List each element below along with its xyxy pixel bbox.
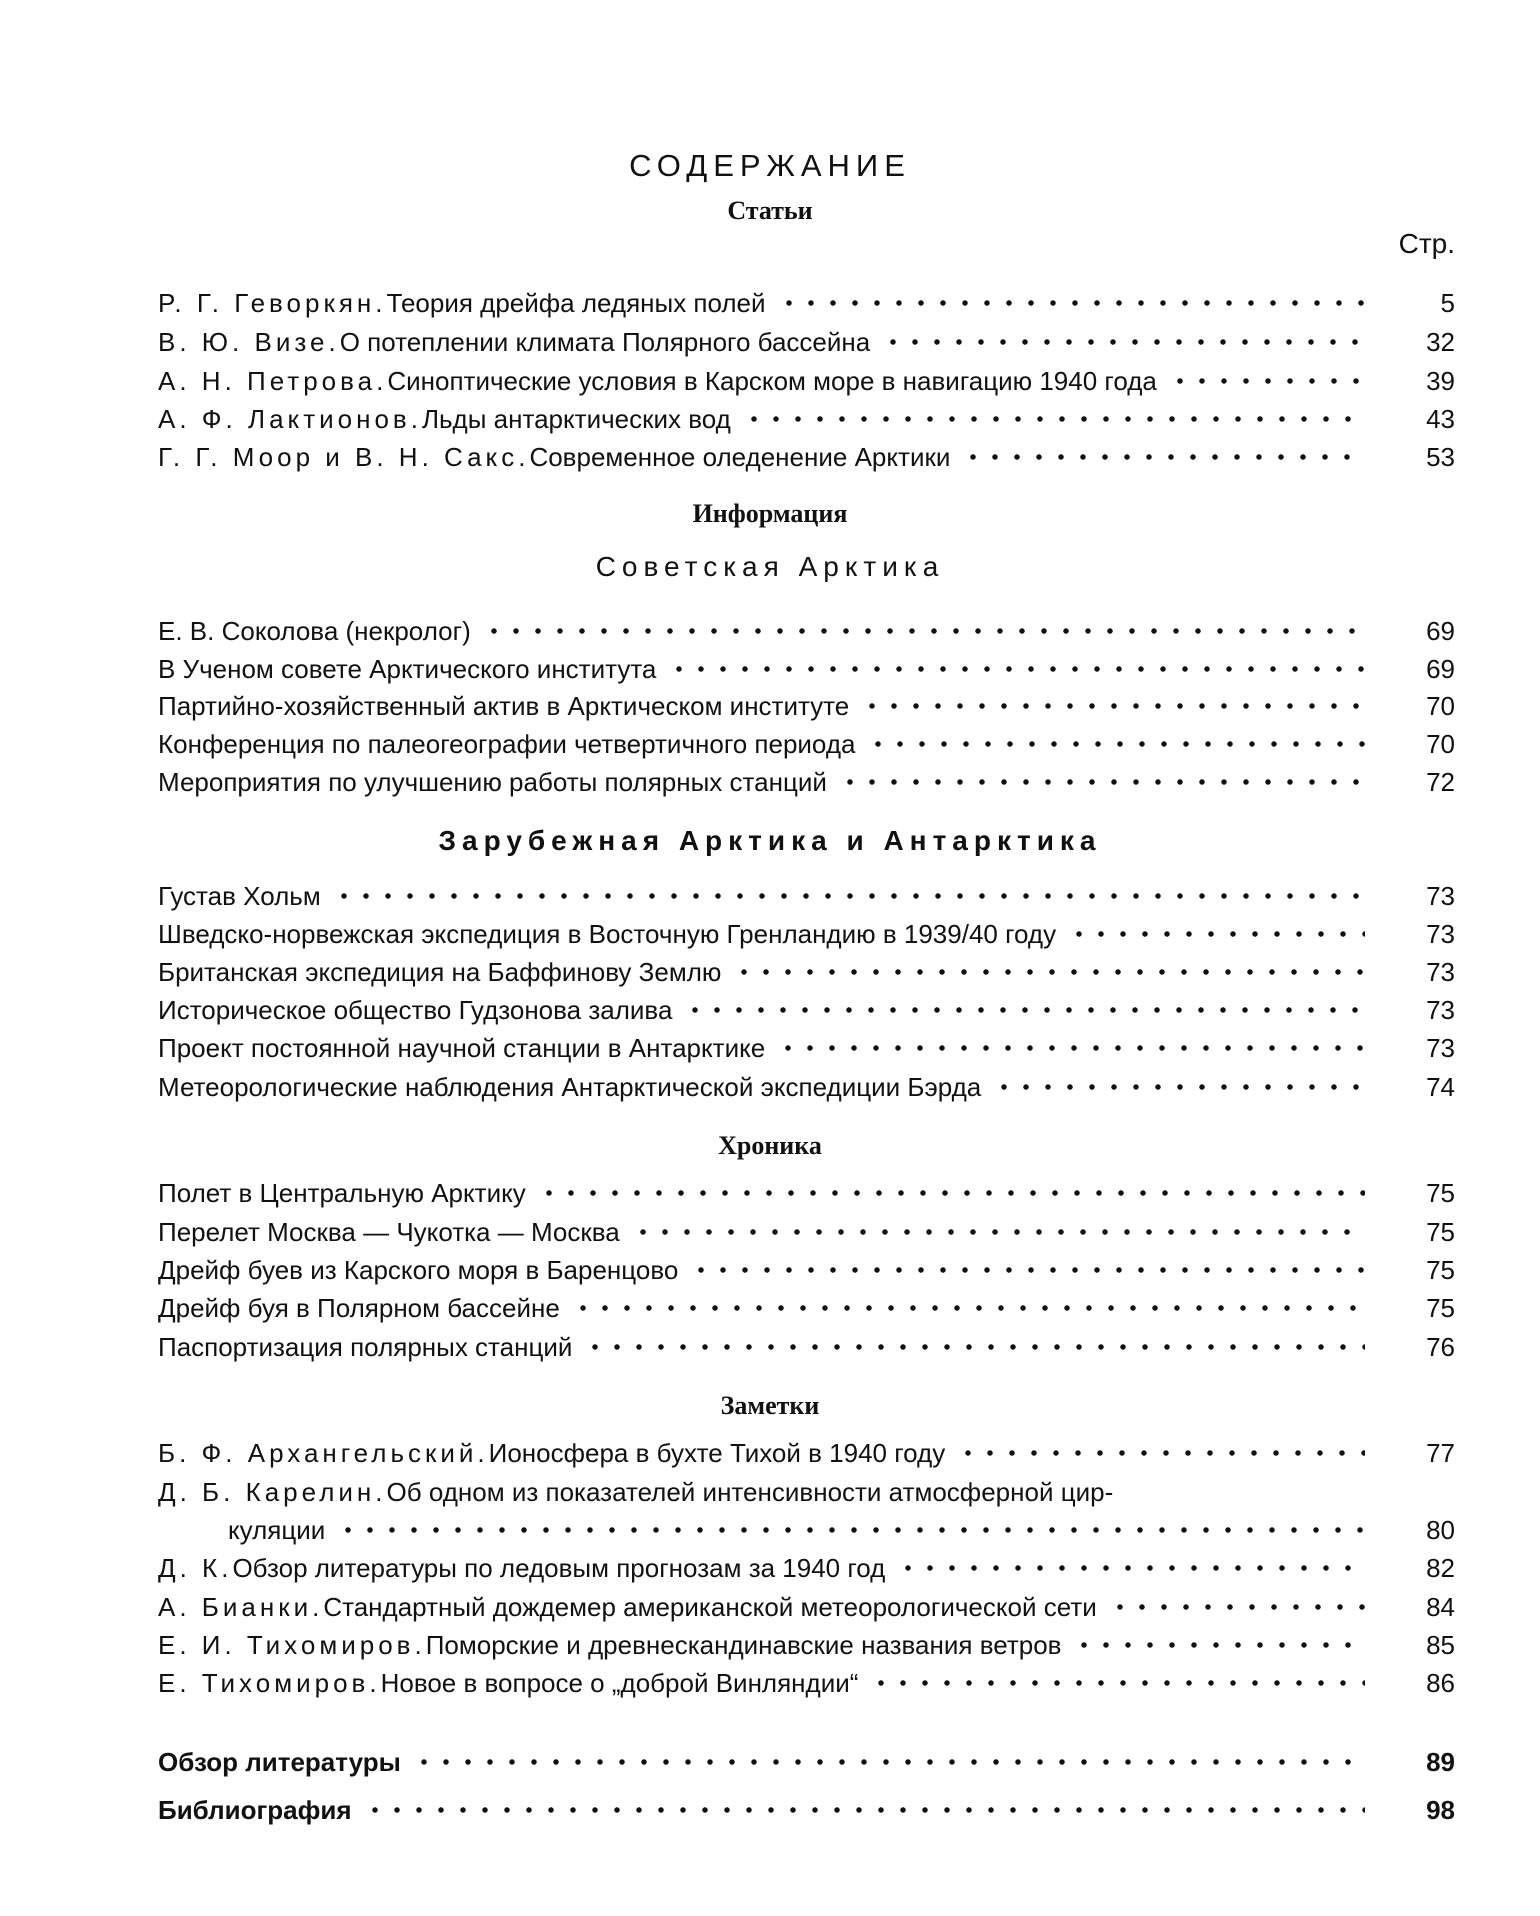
leader-dots bbox=[1109, 1601, 1365, 1613]
entry-title: Британская экспедиция на Баффинову Землю bbox=[158, 956, 722, 987]
toc-entry[interactable] bbox=[158, 612, 1455, 650]
entry-title: Библиография bbox=[158, 1794, 352, 1825]
entry-author: Е. И. Тихомиров. bbox=[158, 1629, 426, 1660]
entry-page-number: 80 bbox=[1426, 1514, 1455, 1545]
entry-title: Историческое общество Гудзонова залива bbox=[158, 994, 673, 1025]
section-heading-chronicle: Хроника bbox=[718, 1131, 822, 1160]
toc-entry[interactable] bbox=[158, 650, 1455, 688]
toc-entry[interactable] bbox=[158, 1174, 1455, 1212]
entry-page-number: 75 bbox=[1426, 1292, 1455, 1323]
section-heading-notes: Заметки bbox=[720, 1391, 820, 1420]
entry-page-number: 73 bbox=[1426, 956, 1455, 987]
leader-dots bbox=[867, 738, 1365, 750]
entry-page-number: 69 bbox=[1426, 615, 1455, 646]
leader-dots bbox=[870, 1677, 1365, 1689]
leader-dots bbox=[993, 1081, 1365, 1093]
entry-page-number: 73 bbox=[1426, 880, 1455, 911]
leader-dots bbox=[962, 451, 1365, 463]
toc-entry[interactable] bbox=[158, 1664, 1455, 1702]
entry-page-number: 98 bbox=[1426, 1794, 1455, 1825]
entry-author: А. Н. Петрова. bbox=[158, 365, 388, 396]
toc-entry[interactable] bbox=[158, 991, 1455, 1029]
entry-title: Партийно-хозяйственный актив в Арктическом институте bbox=[158, 690, 850, 721]
entry-title: Об одном из показателей интенсивности атмосферной цир- bbox=[386, 1476, 1114, 1507]
toc-entry[interactable] bbox=[158, 1251, 1455, 1289]
entry-page-number: 82 bbox=[1426, 1552, 1455, 1583]
entry-title: Дрейф буя в Полярном бассейне bbox=[158, 1292, 560, 1323]
entry-title: Паспортизация полярных станций bbox=[158, 1331, 573, 1362]
leader-dots bbox=[584, 1341, 1365, 1353]
leader-dots bbox=[1073, 1639, 1365, 1651]
leader-dots bbox=[882, 336, 1365, 348]
leader-dots bbox=[690, 1264, 1365, 1276]
toc-entry[interactable] bbox=[158, 1549, 1455, 1587]
entry-page-number: 53 bbox=[1426, 441, 1455, 472]
entry-title: О потеплении климата Полярного бассейна bbox=[339, 326, 871, 357]
toc-entry[interactable] bbox=[158, 284, 1455, 322]
toc-entry[interactable] bbox=[158, 1068, 1455, 1106]
entry-title: Обзор литературы по ледовым прогнозам за 1940 год bbox=[232, 1552, 886, 1583]
entry-title: Мероприятия по улучшению работы полярных станций bbox=[158, 766, 827, 797]
entry-author: Д. Б. Карелин. bbox=[158, 1476, 387, 1507]
toc-entry[interactable] bbox=[158, 1434, 1455, 1472]
leader-dots bbox=[337, 1524, 1365, 1536]
leader-dots bbox=[777, 1042, 1365, 1054]
entry-title: куляции bbox=[228, 1514, 326, 1545]
entry-page-number: 75 bbox=[1426, 1216, 1455, 1247]
leader-dots bbox=[684, 1004, 1365, 1016]
leader-dots bbox=[839, 776, 1365, 788]
entry-title: Перелет Москва — Чукотка — Москва bbox=[158, 1216, 620, 1247]
leader-dots bbox=[1068, 928, 1365, 940]
entry-page-number: 73 bbox=[1426, 1032, 1455, 1063]
leader-dots bbox=[572, 1302, 1365, 1314]
toc-entry[interactable] bbox=[158, 877, 1455, 915]
entry-author: Е. Тихомиров. bbox=[158, 1667, 381, 1698]
subheading-foreign-arctic: Зарубежная Арктика и Антарктика bbox=[438, 825, 1102, 856]
toc-entry[interactable] bbox=[158, 763, 1455, 801]
leader-dots bbox=[538, 1187, 1365, 1199]
entry-title: Синоптические условия в Карском море в навигацию 1940 года bbox=[387, 365, 1157, 396]
toc-entry[interactable] bbox=[158, 1473, 1455, 1511]
entry-page-number: 85 bbox=[1426, 1629, 1455, 1660]
leader-dots bbox=[897, 1562, 1365, 1574]
toc-entry[interactable] bbox=[158, 1791, 1455, 1829]
leader-dots bbox=[733, 966, 1365, 978]
toc-entry[interactable] bbox=[158, 1029, 1455, 1067]
leader-dots bbox=[957, 1447, 1365, 1459]
entry-title: Полет в Центральную Арктику bbox=[158, 1177, 526, 1208]
toc-entry[interactable] bbox=[158, 438, 1455, 476]
leader-dots bbox=[743, 413, 1365, 425]
entry-page-number: 74 bbox=[1426, 1071, 1455, 1102]
entry-page-number: 69 bbox=[1426, 653, 1455, 684]
page-column-label: Стр. bbox=[1398, 228, 1455, 259]
entry-page-number: 75 bbox=[1426, 1254, 1455, 1285]
entry-page-number: 77 bbox=[1426, 1437, 1455, 1468]
leader-dots bbox=[1169, 375, 1365, 387]
entry-title: Е. В. Соколова (некролог) bbox=[158, 615, 471, 646]
toc-entry[interactable] bbox=[158, 1511, 1455, 1549]
entry-title: Ионосфера в бухте Тихой в 1940 году bbox=[488, 1437, 946, 1468]
entry-page-number: 86 bbox=[1426, 1667, 1455, 1698]
entry-author: А. Бианки. bbox=[158, 1591, 324, 1622]
toc-entry[interactable] bbox=[158, 362, 1455, 400]
entry-title: Шведско-норвежская экспедиция в Восточную Гренландию в 1939/40 году bbox=[158, 918, 1057, 949]
entry-title: Проект постоянной научной станции в Антарктике bbox=[158, 1032, 766, 1063]
entry-page-number: 70 bbox=[1426, 690, 1455, 721]
leader-dots bbox=[333, 890, 1365, 902]
entry-page-number: 76 bbox=[1426, 1331, 1455, 1362]
toc-entry[interactable] bbox=[158, 1626, 1455, 1664]
entry-page-number: 73 bbox=[1426, 994, 1455, 1025]
entry-title: Конференция по палеогеографии четвертичного периода bbox=[158, 728, 856, 759]
toc-entry[interactable] bbox=[158, 1213, 1455, 1251]
entry-author: А. Ф. Лактионов. bbox=[158, 403, 422, 434]
toc-entry[interactable] bbox=[158, 1743, 1455, 1781]
leader-dots bbox=[364, 1804, 1365, 1816]
entry-page-number: 70 bbox=[1426, 728, 1455, 759]
leader-dots bbox=[861, 700, 1365, 712]
entry-page-number: 84 bbox=[1426, 1591, 1455, 1622]
entry-page-number: 5 bbox=[1440, 287, 1455, 318]
entry-author: Б. Ф. Архангельский. bbox=[158, 1437, 489, 1468]
section-heading-info: Информация bbox=[692, 499, 848, 528]
entry-title: Новое в вопросе о „доброй Винляндии“ bbox=[380, 1667, 859, 1698]
entry-title: Дрейф буев из Карского моря в Баренцово bbox=[158, 1254, 679, 1285]
entry-title: Стандартный дождемер американской метеорологической сети bbox=[323, 1591, 1097, 1622]
entry-title: Густав Хольм bbox=[158, 880, 321, 911]
entry-page-number: 43 bbox=[1426, 403, 1455, 434]
entry-title: Обзор литературы bbox=[158, 1746, 401, 1777]
toc-entry[interactable] bbox=[158, 687, 1455, 725]
entry-title: Теория дрейфа ледяных полей bbox=[386, 287, 766, 318]
toc-entry[interactable] bbox=[158, 1588, 1455, 1626]
leader-dots bbox=[413, 1756, 1365, 1768]
entry-author: Г. Г. Моор и В. Н. Сакс. bbox=[158, 441, 530, 472]
toc-entry[interactable] bbox=[158, 400, 1455, 438]
entry-page-number: 72 bbox=[1426, 766, 1455, 797]
entry-author: В. Ю. Визе. bbox=[158, 326, 340, 357]
entry-title: Метеорологические наблюдения Антарктической экспедиции Бэрда bbox=[158, 1071, 982, 1102]
entry-page-number: 39 bbox=[1426, 365, 1455, 396]
leader-dots bbox=[632, 1226, 1365, 1238]
entry-page-number: 73 bbox=[1426, 918, 1455, 949]
leader-dots bbox=[668, 663, 1365, 675]
toc-entry[interactable] bbox=[158, 953, 1455, 991]
toc-entry[interactable] bbox=[158, 1289, 1455, 1327]
entry-author: Д. К. bbox=[158, 1552, 233, 1583]
entry-title: В Ученом совете Арктического института bbox=[158, 653, 657, 684]
entry-title: Современное оледенение Арктики bbox=[529, 441, 951, 472]
page-title: СОДЕРЖАНИЕ bbox=[629, 148, 911, 183]
toc-entry[interactable] bbox=[158, 1328, 1455, 1366]
leader-dots bbox=[483, 625, 1365, 637]
entry-title: Поморские и древнескандинавские названия ветров bbox=[425, 1629, 1062, 1660]
toc-entry[interactable] bbox=[158, 323, 1455, 361]
entry-page-number: 75 bbox=[1426, 1177, 1455, 1208]
toc-entry[interactable] bbox=[158, 725, 1455, 763]
subheading-soviet-arctic: Советская Арктика bbox=[595, 551, 945, 582]
entry-title: Льды антарктических вод bbox=[421, 403, 731, 434]
leader-dots bbox=[778, 297, 1365, 309]
entry-page-number: 89 bbox=[1426, 1746, 1455, 1777]
entry-page-number: 32 bbox=[1426, 326, 1455, 357]
section-heading-articles: Статьи bbox=[727, 196, 813, 225]
toc-entry[interactable] bbox=[158, 915, 1455, 953]
entry-author: Р. Г. Геворкян. bbox=[158, 287, 387, 318]
